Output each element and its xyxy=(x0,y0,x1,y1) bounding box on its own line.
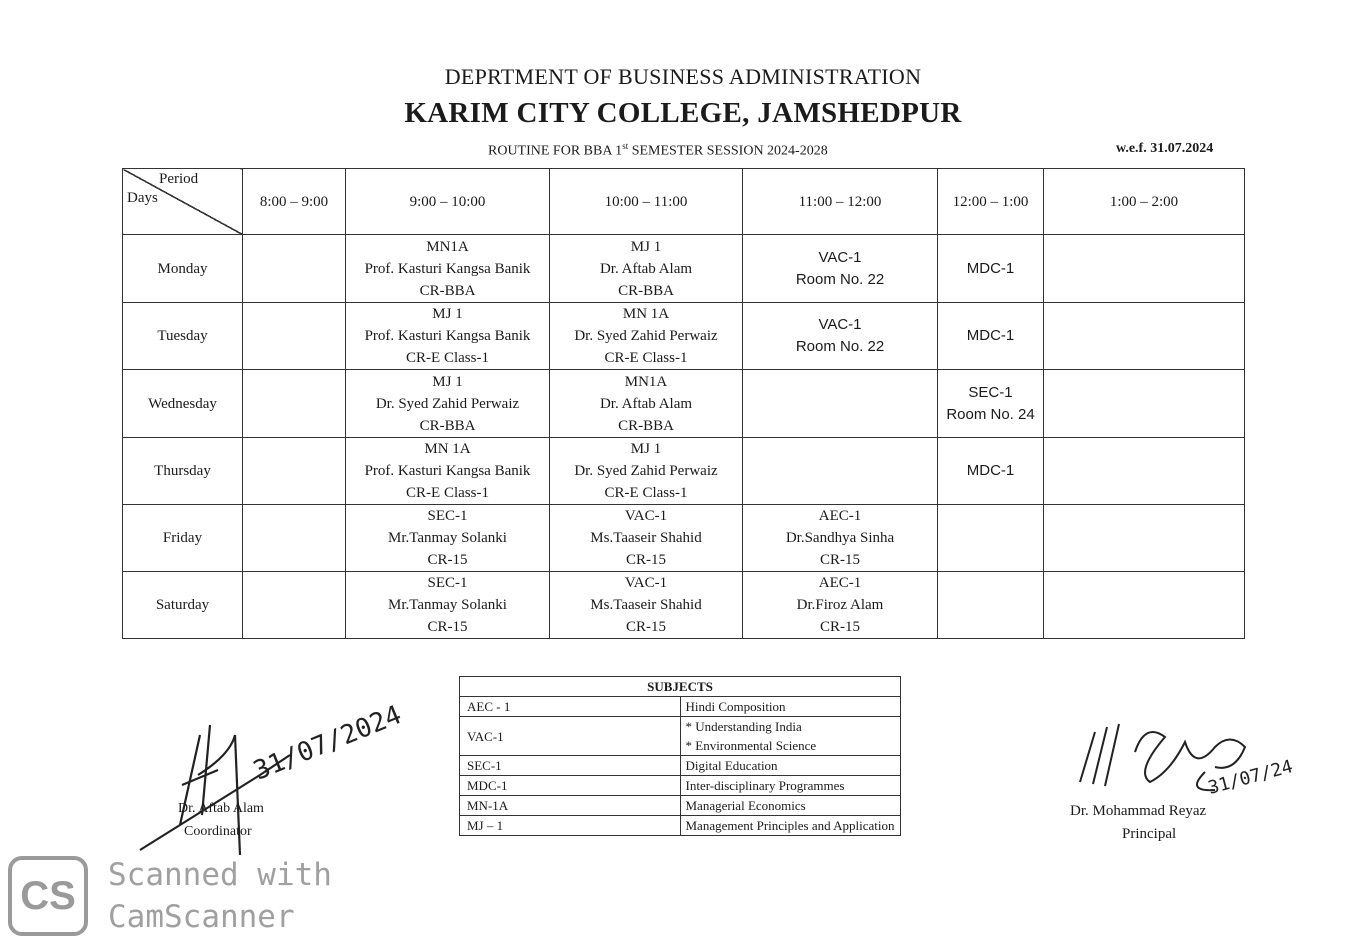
class-cell-line: CR-E Class-1 xyxy=(604,485,688,501)
subject-row xyxy=(460,697,901,717)
class-cell-line: CR-BBA xyxy=(618,282,674,299)
routine-table xyxy=(122,168,1245,639)
principal-name: Dr. Mohammad Reyaz xyxy=(1070,803,1207,819)
subject-name: Management Principles and Application xyxy=(680,816,901,836)
class-cell-line: Dr. Syed Zahid Perwaiz xyxy=(375,395,520,412)
class-cell-line: MDC-1 xyxy=(966,327,1015,344)
principal-title: Principal xyxy=(1122,826,1177,842)
class-cell xyxy=(1044,370,1245,438)
period-header: 8:00 – 9:00 xyxy=(243,169,346,235)
routine-body xyxy=(123,235,1245,639)
watermark-line: Scanned with xyxy=(108,857,332,893)
subject-row xyxy=(460,776,901,796)
subject-row xyxy=(460,816,901,836)
period-header: 11:00 – 12:00 xyxy=(743,169,938,235)
corner-days-label: Days xyxy=(127,190,158,206)
class-cell-line: CR-BBA xyxy=(618,417,674,434)
class-cell-line: AEC-1 xyxy=(818,575,862,591)
camscanner-watermark xyxy=(108,854,332,938)
corner-period-label: Period xyxy=(159,171,199,187)
class-cell-line: VAC-1 xyxy=(624,508,668,524)
class-cell-line: Dr.Firoz Alam xyxy=(796,597,884,613)
routine-subtitle xyxy=(488,141,828,160)
class-cell-line: MJ 1 xyxy=(630,238,662,255)
class-cell-line: MJ 1 xyxy=(432,373,463,390)
subject-code: MDC-1 xyxy=(460,776,681,796)
class-cell-line: VAC-1 xyxy=(818,248,862,266)
day-cell: Tuesday xyxy=(123,303,243,370)
class-cell-line: CR-E Class-1 xyxy=(406,485,489,501)
class-cell xyxy=(938,505,1044,572)
camscanner-logo: CS xyxy=(8,856,88,936)
subjects-header-row xyxy=(460,677,901,697)
class-cell xyxy=(938,370,1044,438)
class-cell xyxy=(550,303,743,370)
principal-signature xyxy=(1075,712,1296,812)
class-cell xyxy=(550,505,743,572)
class-cell-line: CR-E Class-1 xyxy=(406,350,489,366)
class-cell xyxy=(346,505,550,572)
class-cell-line: MDC-1 xyxy=(966,259,1015,277)
subject-row xyxy=(460,796,901,816)
day-row xyxy=(123,505,1245,572)
subjects-table xyxy=(459,676,901,836)
class-cell-line: MDC-1 xyxy=(966,462,1015,479)
class-cell-line: SEC-1 xyxy=(427,575,468,591)
class-cell xyxy=(346,438,550,505)
subject-code: VAC-1 xyxy=(460,717,681,756)
class-cell xyxy=(550,235,743,303)
subject-code: MJ – 1 xyxy=(460,816,681,836)
subject-name: Hindi Composition xyxy=(680,697,901,717)
class-cell xyxy=(743,303,938,370)
class-cell xyxy=(243,235,346,303)
class-cell-line: CR-15 xyxy=(819,619,860,635)
coordinator-signature-date: 31/07/2024 xyxy=(249,700,406,787)
class-cell xyxy=(550,438,743,505)
subject-name-line: * Understanding India xyxy=(685,719,802,734)
class-cell-line: Ms.Taaseir Shahid xyxy=(590,597,702,613)
coordinator-title: Coordinator xyxy=(184,824,252,839)
class-cell xyxy=(346,235,550,303)
subject-name xyxy=(680,717,901,756)
class-cell-line: CR-15 xyxy=(625,552,666,568)
subject-name: Managerial Economics xyxy=(680,796,901,816)
subject-name-line: * Environmental Science xyxy=(685,738,817,753)
class-cell xyxy=(243,505,346,572)
class-cell xyxy=(938,572,1044,639)
period-header: 12:00 – 1:00 xyxy=(938,169,1044,235)
class-cell xyxy=(743,438,938,505)
class-cell-line: CR-E Class-1 xyxy=(604,350,688,366)
class-cell-line: CR-15 xyxy=(427,619,468,635)
class-cell-line: Prof. Kasturi Kangsa Banik xyxy=(364,260,531,277)
class-cell-line: CR-15 xyxy=(625,619,666,635)
class-cell xyxy=(243,303,346,370)
class-cell-line: Room No. 24 xyxy=(946,405,1035,423)
class-cell xyxy=(1044,572,1245,639)
class-cell xyxy=(1044,303,1245,370)
subject-row xyxy=(460,717,901,756)
day-cell: Thursday xyxy=(123,438,243,505)
class-cell xyxy=(743,235,938,303)
class-cell-line: MN1A xyxy=(624,373,668,390)
principal-signature-date: 31/07/24 xyxy=(1205,756,1296,799)
class-cell-line: MN1A xyxy=(426,238,469,255)
class-cell xyxy=(243,572,346,639)
day-cell: Monday xyxy=(123,235,243,303)
day-row xyxy=(123,438,1245,505)
routine-suffix: SEMESTER SESSION 2024-2028 xyxy=(628,143,828,159)
class-cell xyxy=(1044,438,1245,505)
routine-superscript: st xyxy=(622,141,629,151)
day-row xyxy=(123,572,1245,639)
class-cell xyxy=(550,572,743,639)
day-row xyxy=(123,303,1245,370)
class-cell xyxy=(243,438,346,505)
class-cell-line: CR-BBA xyxy=(419,282,476,299)
day-cell: Friday xyxy=(123,505,243,572)
class-cell-line: CR-15 xyxy=(427,552,468,568)
class-cell-line: CR-BBA xyxy=(419,417,476,434)
class-cell xyxy=(346,303,550,370)
class-cell xyxy=(550,370,743,438)
class-cell-line: Prof. Kasturi Kangsa Banik xyxy=(364,328,531,344)
period-header: 10:00 – 11:00 xyxy=(550,169,743,235)
class-cell-line: MN 1A xyxy=(622,306,670,322)
class-cell-line: Room No. 22 xyxy=(795,338,885,355)
routine-prefix: ROUTINE FOR BBA 1 xyxy=(488,143,623,159)
class-cell-line: Prof. Kasturi Kangsa Banik xyxy=(364,463,531,479)
subject-code: SEC-1 xyxy=(460,756,681,776)
subject-name: Inter-disciplinary Programmes xyxy=(680,776,901,796)
subjects-title: SUBJECTS xyxy=(460,677,901,697)
header-row xyxy=(123,169,1245,235)
watermark-line: CamScanner xyxy=(108,899,295,935)
day-row xyxy=(123,235,1245,303)
class-cell-line: Room No. 22 xyxy=(795,270,885,288)
class-cell xyxy=(1044,235,1245,303)
coordinator-signature xyxy=(140,700,406,855)
class-cell-line: Dr. Syed Zahid Perwaiz xyxy=(574,463,718,479)
corner-cell xyxy=(123,169,243,235)
class-cell-line: CR-15 xyxy=(819,552,860,568)
class-cell-line: Mr.Tanmay Solanki xyxy=(388,597,507,613)
period-header: 1:00 – 2:00 xyxy=(1044,169,1245,235)
class-cell-line: AEC-1 xyxy=(818,508,862,524)
day-cell: Wednesday xyxy=(123,370,243,438)
class-cell-line: MN 1A xyxy=(424,441,471,457)
subject-code: MN-1A xyxy=(460,796,681,816)
class-cell xyxy=(743,572,938,639)
class-cell-line: Dr. Aftab Alam xyxy=(599,395,693,412)
class-cell xyxy=(243,370,346,438)
day-row xyxy=(123,370,1245,438)
class-cell-line: Ms.Taaseir Shahid xyxy=(590,530,702,546)
class-cell xyxy=(938,235,1044,303)
class-cell xyxy=(346,572,550,639)
department-heading: DEPRTMENT OF BUSINESS ADMINISTRATION xyxy=(444,64,922,89)
class-cell-line: SEC-1 xyxy=(427,508,468,524)
day-cell: Saturday xyxy=(123,572,243,639)
class-cell xyxy=(938,438,1044,505)
class-cell-line: Mr.Tanmay Solanki xyxy=(388,530,507,546)
class-cell-line: VAC-1 xyxy=(818,316,862,333)
class-cell-line: MJ 1 xyxy=(630,441,662,457)
class-cell-line: VAC-1 xyxy=(624,575,668,591)
coordinator-name: Dr. Aftab Alam xyxy=(178,801,264,816)
class-cell xyxy=(938,303,1044,370)
class-cell-line: Dr. Aftab Alam xyxy=(599,260,693,277)
class-cell-line: SEC-1 xyxy=(968,383,1013,401)
class-cell-line: Dr.Sandhya Sinha xyxy=(785,530,895,546)
class-cell xyxy=(1044,505,1245,572)
class-cell-line: Dr. Syed Zahid Perwaiz xyxy=(574,328,718,344)
subject-code: AEC - 1 xyxy=(460,697,681,717)
period-header: 9:00 – 10:00 xyxy=(346,169,550,235)
class-cell xyxy=(743,505,938,572)
class-cell-line: MJ 1 xyxy=(432,306,463,322)
subject-name: Digital Education xyxy=(680,756,901,776)
college-heading: KARIM CITY COLLEGE, JAMSHEDPUR xyxy=(404,97,962,129)
class-cell xyxy=(346,370,550,438)
subject-row xyxy=(460,756,901,776)
effective-date: w.e.f. 31.07.2024 xyxy=(1116,141,1214,156)
class-cell xyxy=(743,370,938,438)
